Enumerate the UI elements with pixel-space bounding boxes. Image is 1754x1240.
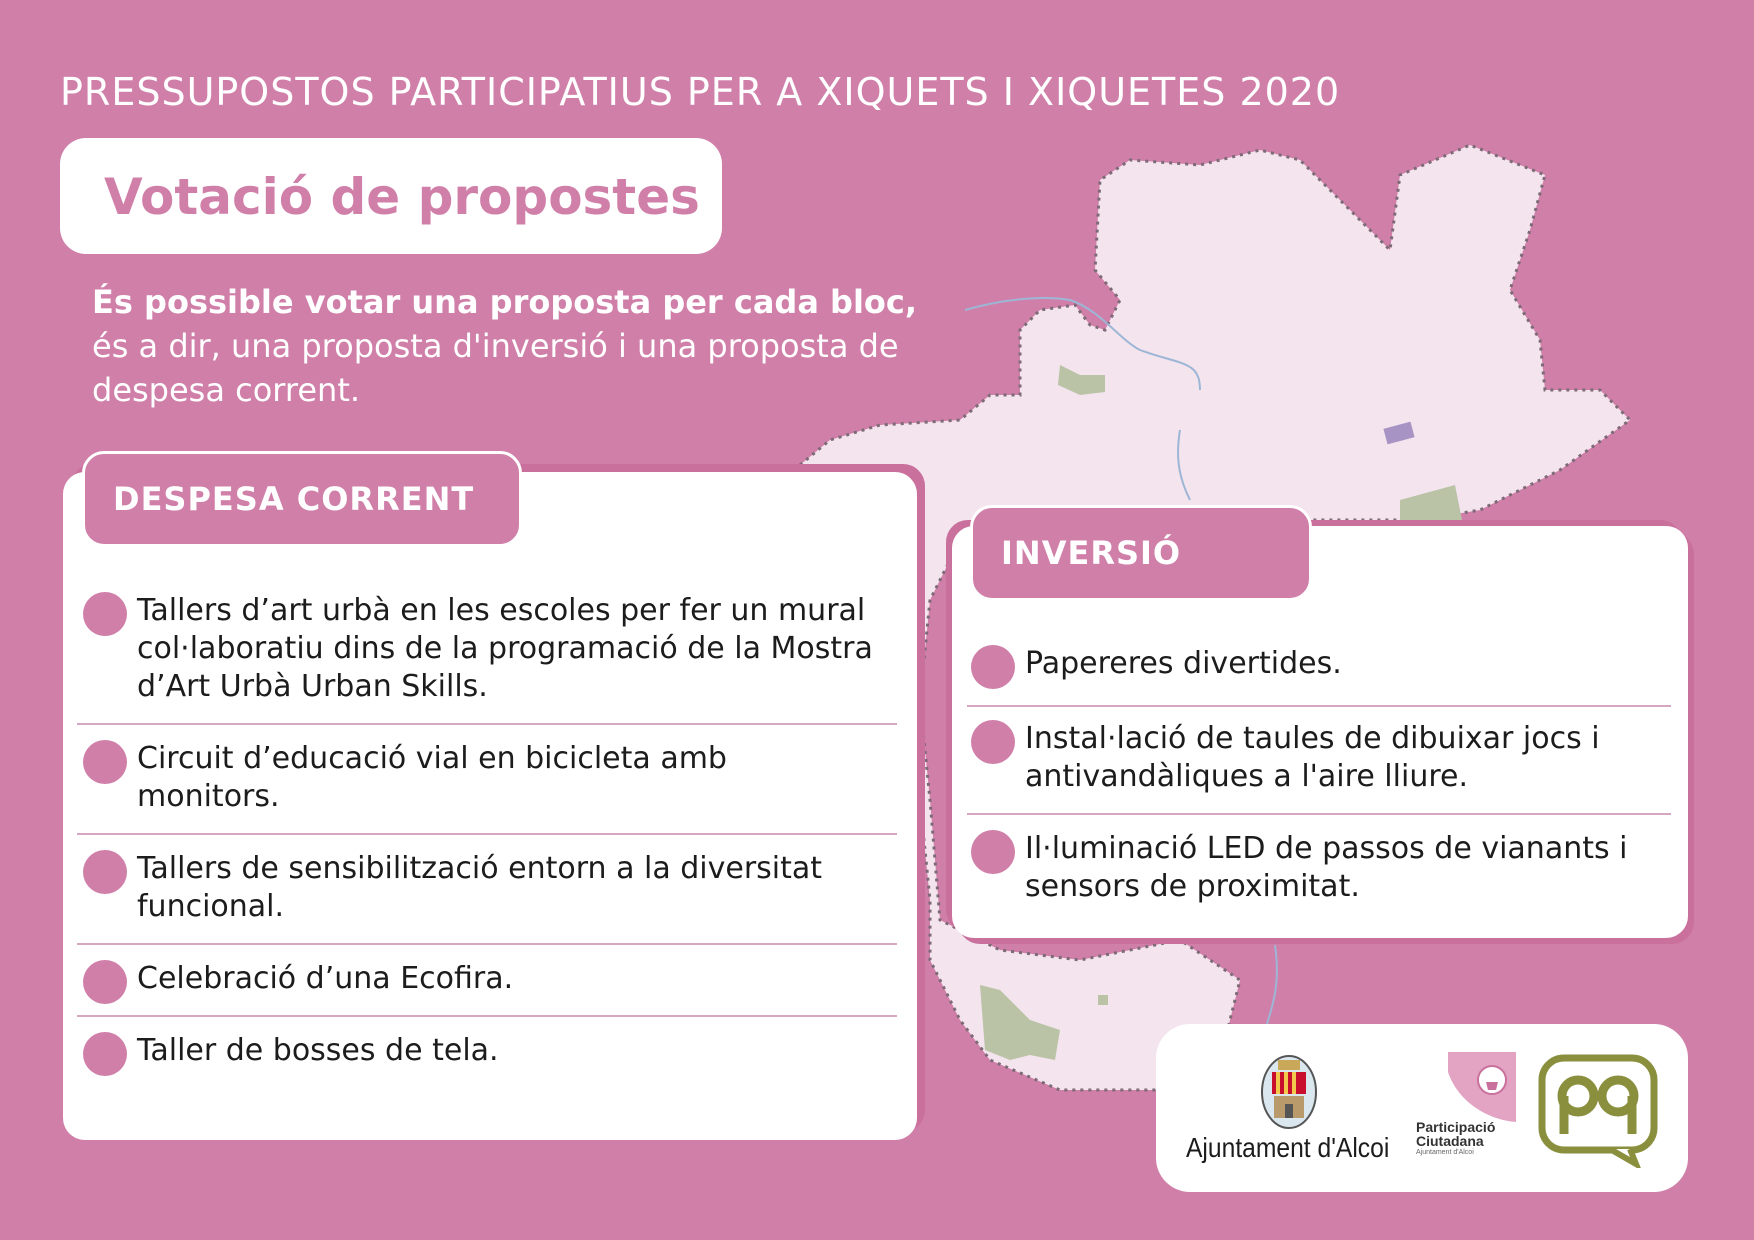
coat-of-arms-icon (1258, 1052, 1320, 1132)
list-item (971, 720, 1671, 796)
inversio-label: INVERSIÓ (1001, 534, 1182, 572)
bullet-dot (83, 592, 127, 636)
pq-logo-icon (1538, 1054, 1658, 1168)
participacio-sub: Ajuntament d'Alcoi (1416, 1149, 1474, 1156)
bullet-dot (83, 960, 127, 1004)
participacio-label (1416, 1120, 1495, 1148)
despesa-item-4: Celebració d’una Ecofira. (137, 961, 514, 996)
despesa-label: DESPESA CORRENT (113, 480, 475, 518)
inversio-item-1: Papereres divertides. (1025, 646, 1342, 681)
divider (77, 1015, 897, 1017)
inversio-item-2: Instal·lació de taules de dibuixar jocs i antivandàliques a l'aire lliure. (1025, 721, 1600, 794)
despesa-item-1: Tallers d’art urbà en les escoles per fer un mural col·laboratiu dins de la programació de la Mostra d’Art Urbà Urban Skills. (137, 593, 873, 704)
page-title: Votació de propostes (104, 168, 700, 226)
despesa-tab (82, 451, 522, 547)
page-header: PRESSUPOSTOS PARTICIPATIUS PER A XIQUETS I XIQUETES 2020 (60, 70, 1341, 114)
divider (77, 833, 897, 835)
green-square (1098, 995, 1108, 1005)
intro-bold: És possible votar una proposta per cada bloc, (92, 283, 918, 321)
title-box (60, 138, 722, 254)
intro-rest: és a dir, una proposta d'inversió i una proposta de despesa corrent. (92, 327, 899, 409)
list-item (83, 960, 883, 1004)
ajuntament-name: Ajuntament d'Alcoi (1186, 1132, 1390, 1163)
participacio-line2: Ciutadana (1416, 1133, 1484, 1149)
list-item (83, 1032, 883, 1076)
intro-text (92, 280, 972, 412)
participacio-line1: Participació (1416, 1119, 1496, 1135)
list-item (83, 592, 883, 706)
river-3 (1265, 945, 1277, 1030)
list-item (83, 740, 883, 816)
list-item (971, 830, 1671, 906)
despesa-item-2: Circuit d’educació vial en bicicleta amb monitors. (137, 741, 727, 814)
divider (967, 705, 1671, 707)
inversio-tab (970, 505, 1312, 601)
bullet-dot (83, 1032, 127, 1076)
divider (77, 943, 897, 945)
participacio-logo-icon (1448, 1052, 1516, 1122)
bullet-dot (971, 645, 1015, 689)
list-item (971, 645, 1671, 689)
despesa-item-3: Tallers de sensibilització entorn a la diversitat funcional. (137, 851, 823, 924)
despesa-item-5: Taller de bosses de tela. (137, 1033, 499, 1068)
divider (77, 723, 897, 725)
divider (967, 813, 1671, 815)
bullet-dot (971, 720, 1015, 764)
list-item (83, 850, 883, 926)
inversio-item-3: Il·luminació LED de passos de vianants i sensors de proximitat. (1025, 831, 1628, 904)
bullet-dot (971, 830, 1015, 874)
bullet-dot (83, 850, 127, 894)
bullet-dot (83, 740, 127, 784)
